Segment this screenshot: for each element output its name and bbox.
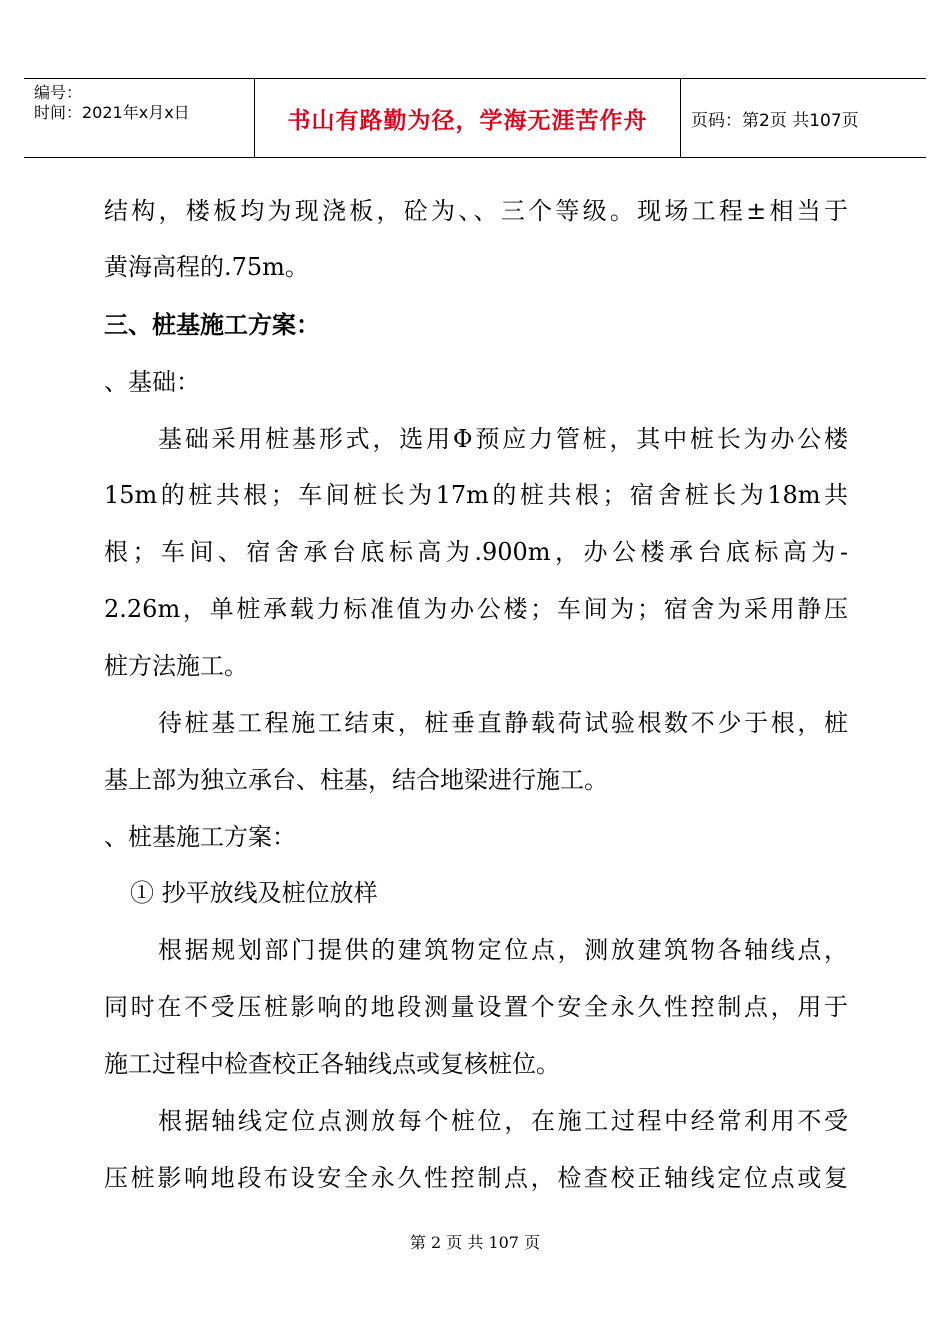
paragraph-line: 黄海高程的.75m。 [104, 253, 309, 281]
paragraph-line: 待桩基工程施工结束，桩垂直静载荷试验根数不少于根，桩 [158, 709, 848, 737]
page-footer: 第 2 页 共 107 页 [409, 1233, 541, 1252]
paragraph-line: 根据轴线定位点测放每个桩位，在施工过程中经常利用不受 [158, 1107, 848, 1135]
header-page-label: 页码：第2页 共107页 [691, 110, 859, 131]
paragraph-line: 基上部为独立承台、柱基，结合地梁进行施工。 [104, 766, 608, 794]
subsection-heading: 、基础： [104, 368, 200, 396]
motto-text: 书山有路勤为径，学海无涯苦作舟 [287, 107, 648, 134]
section-heading: 三、桩基施工方案： [104, 311, 320, 339]
paragraph-line: 基础采用桩基形式，选用Φ预应力管桩，其中桩长为办公楼 [158, 425, 848, 453]
paragraph-line: 2.26m，单桩承载力标准值为办公楼；车间为；宿舍为采用静压 [104, 595, 848, 623]
page-header [24, 78, 926, 158]
paragraph-line: 桩方法施工。 [104, 652, 248, 680]
time-label: 时间：2021年x月x日 [34, 103, 190, 122]
subsection-heading: 、桩基施工方案： [104, 823, 296, 851]
paragraph-line: 15m的桩共根；车间桩长为17m的桩共根；宿舍桩长为18m共 [104, 481, 848, 509]
number-label: 编号： [34, 83, 83, 102]
paragraph-line: 施工过程中检查校正各轴线点或复核桩位。 [104, 1050, 560, 1078]
paragraph-line: 结构，楼板均为现浇板，砼为、、三个等级。现场工程±相当于 [104, 197, 848, 225]
header-meta-cell [24, 79, 255, 157]
paragraph-line: 根据规划部门提供的建筑物定位点，测放建筑物各轴线点， [158, 936, 848, 964]
header-page-cell [681, 79, 926, 157]
paragraph-line: 根；车间、宿舍承台底标高为.900m，办公楼承台底标高为- [104, 538, 848, 566]
list-item: ① 抄平放线及桩位放样 [130, 879, 378, 907]
header-motto-cell [255, 79, 681, 157]
paragraph-line: 压桩影响地段布设安全永久性控制点，检查校正轴线定位点或复 [104, 1164, 848, 1192]
paragraph-line: 同时在不受压桩影响的地段测量设置个安全永久性控制点，用于 [104, 993, 848, 1021]
